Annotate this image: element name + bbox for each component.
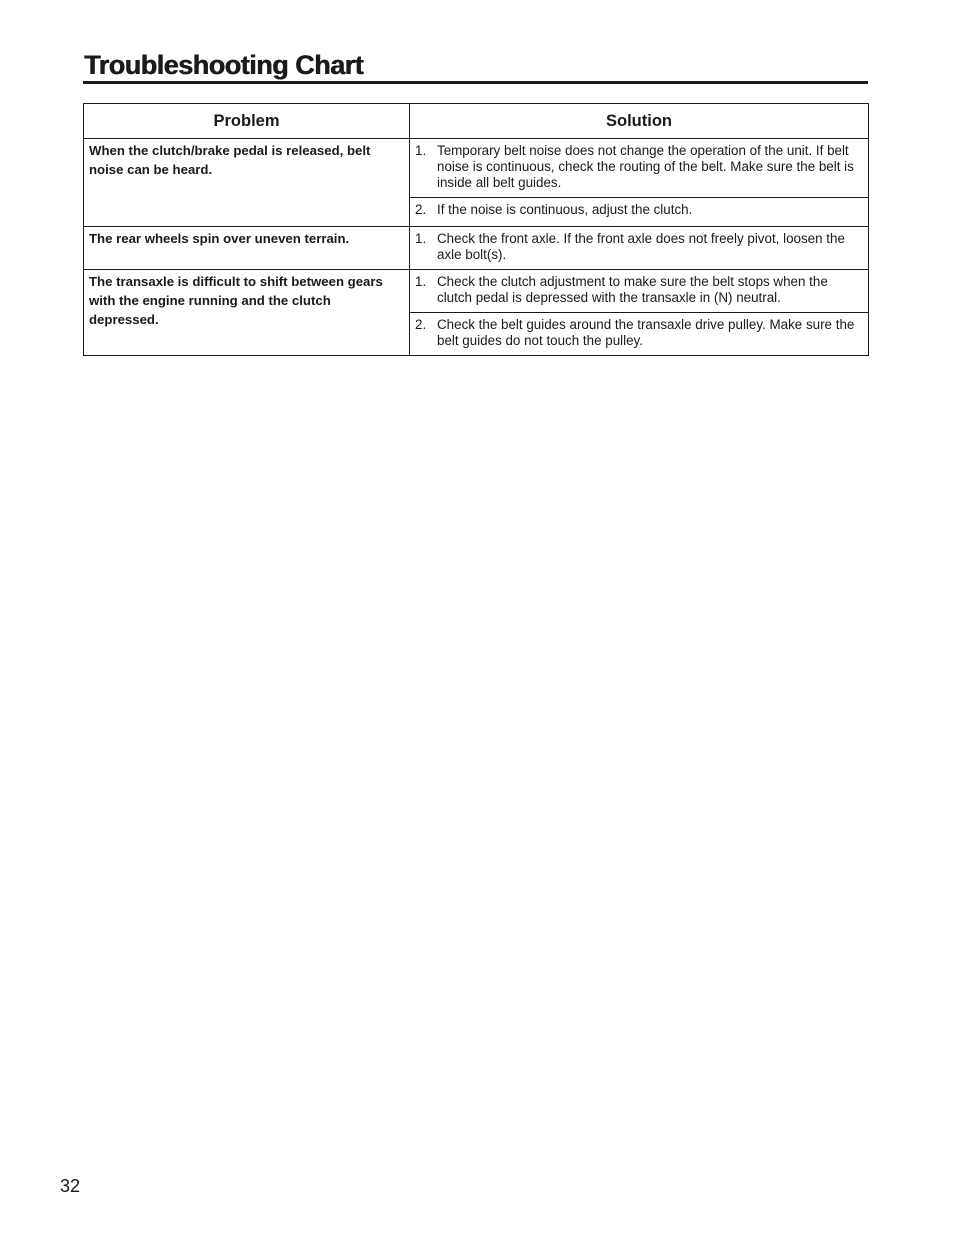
solution-column-header: Solution [410,104,869,139]
solution-text: Temporary belt noise does not change the operation of the unit. If belt noise is continuous, check the routing of the belt. Make sure the belt is inside all belt guides. [437,143,854,190]
table-header-row [84,104,869,139]
solution-text: Check the clutch adjustment to make sure the belt stops when the clutch pedal is depressed with the transaxle in (N) neutral. [437,274,828,305]
solution-number: 2. [415,317,427,332]
page-title: Troubleshooting Chart [84,50,363,80]
solution-text: If the noise is continuous, adjust the clutch. [437,202,693,217]
table-row [84,227,869,270]
solution-item [415,202,864,218]
solution-item [415,274,864,306]
solution-cell [410,313,869,356]
solution-cell [410,270,869,313]
table-row [84,139,869,198]
solution-text: Check the belt guides around the transaxle drive pulley. Make sure the belt guides do not touch the pulley. [437,317,855,348]
solution-number: 1. [415,143,427,158]
problem-cell: The transaxle is difficult to shift between gears with the engine running and the clutch depressed. [84,270,410,356]
solution-cell [410,227,869,270]
solution-number: 2. [415,202,427,217]
title-divider [83,81,868,84]
problem-cell: When the clutch/brake pedal is released, belt noise can be heard. [84,139,410,227]
solution-number: 1. [415,274,427,289]
table-row [84,270,869,313]
page-number: 32 [60,1176,81,1196]
solution-cell [410,198,869,227]
troubleshooting-table [83,103,869,356]
solution-cell [410,139,869,198]
solution-item [415,317,864,349]
solution-text: Check the front axle. If the front axle does not freely pivot, loosen the axle bolt(s). [437,231,845,262]
solution-number: 1. [415,231,427,246]
problem-cell: The rear wheels spin over uneven terrain. [84,227,410,270]
solution-item [415,143,864,191]
solution-item [415,231,864,263]
problem-column-header: Problem [84,104,410,139]
